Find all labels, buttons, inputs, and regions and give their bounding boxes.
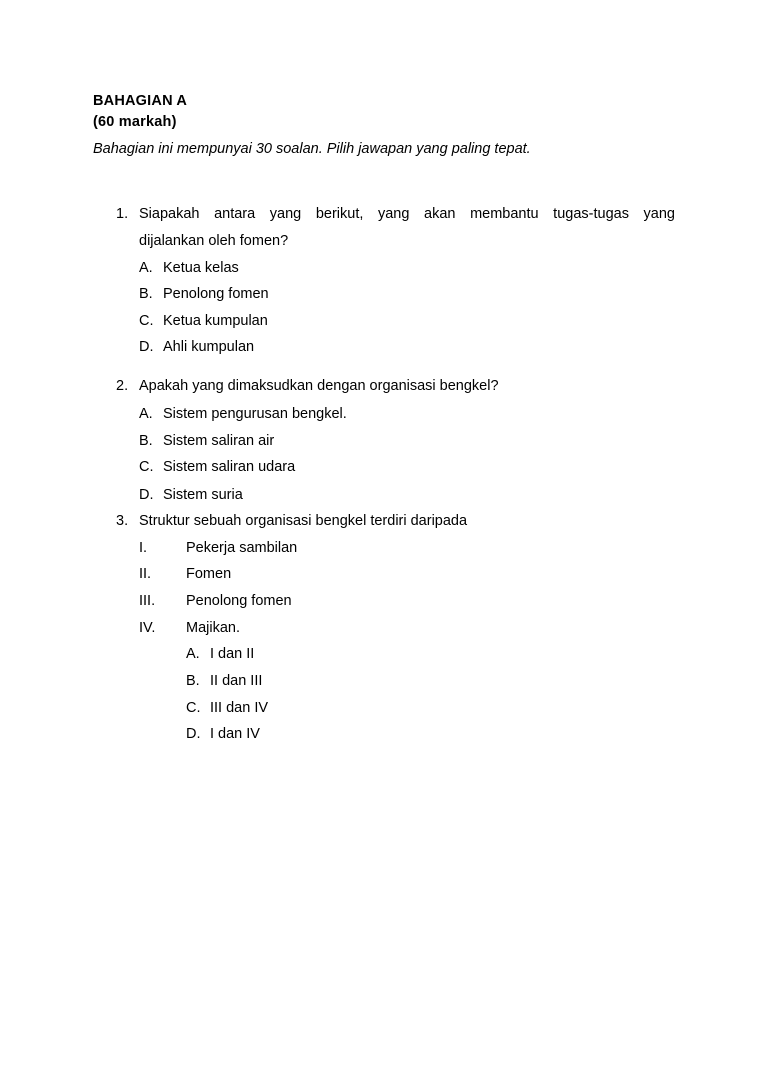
statement-numeral: IV. — [139, 620, 156, 636]
statement-text: Pekerja sambilan — [186, 540, 298, 556]
option-letter: C. — [139, 313, 154, 329]
statement-text: Fomen — [186, 566, 232, 582]
statement-text: Penolong fomen — [186, 593, 292, 609]
statement-numeral: I. — [139, 540, 148, 556]
option-letter: B. — [186, 673, 200, 689]
option-text: Ahli kumpulan — [163, 339, 255, 355]
question-number: 1. — [116, 206, 129, 222]
option-letter: D. — [139, 339, 154, 355]
statement-numeral: II. — [139, 566, 152, 582]
option-text: Sistem saliran udara — [163, 459, 296, 475]
option-text: Sistem pengurusan bengkel. — [163, 406, 347, 422]
option-text: I dan IV — [210, 726, 260, 742]
option-letter: D. — [139, 487, 154, 503]
section-instruction: Bahagian ini mempunyai 30 soalan. Pilih jawapan yang paling tepat. — [93, 141, 531, 157]
option-letter: A. — [186, 646, 200, 662]
statement-text: Majikan. — [186, 620, 240, 636]
option-text: Ketua kumpulan — [163, 313, 268, 329]
option-letter: A. — [139, 260, 153, 276]
question-number: 2. — [116, 378, 129, 394]
option-text: II dan III — [210, 673, 263, 689]
question-text: Apakah yang dimaksudkan dengan organisasi bengkel? — [139, 378, 499, 394]
option-text: Ketua kelas — [163, 260, 239, 276]
question-text-line2: dijalankan oleh fomen? — [139, 233, 289, 249]
option-text: Penolong fomen — [163, 286, 269, 302]
question-text-line1: Siapakah antara yang berikut, yang akan membantu tugas-tugas yang — [139, 206, 675, 222]
option-text: I dan II — [210, 646, 255, 662]
question-text: Struktur sebuah organisasi bengkel terdiri daripada — [139, 513, 468, 529]
option-letter: B. — [139, 433, 153, 449]
option-text: Sistem suria — [163, 487, 243, 503]
option-letter: A. — [139, 406, 153, 422]
question-number: 3. — [116, 513, 129, 529]
option-letter: C. — [186, 700, 201, 716]
option-letter: C. — [139, 459, 154, 475]
section-marks: (60 markah) — [93, 114, 177, 130]
section-title: BAHAGIAN A — [93, 93, 188, 109]
option-letter: B. — [139, 286, 153, 302]
statement-numeral: III. — [139, 593, 156, 609]
option-letter: D. — [186, 726, 201, 742]
option-text: Sistem saliran air — [163, 433, 275, 449]
option-text: III dan IV — [210, 700, 269, 716]
